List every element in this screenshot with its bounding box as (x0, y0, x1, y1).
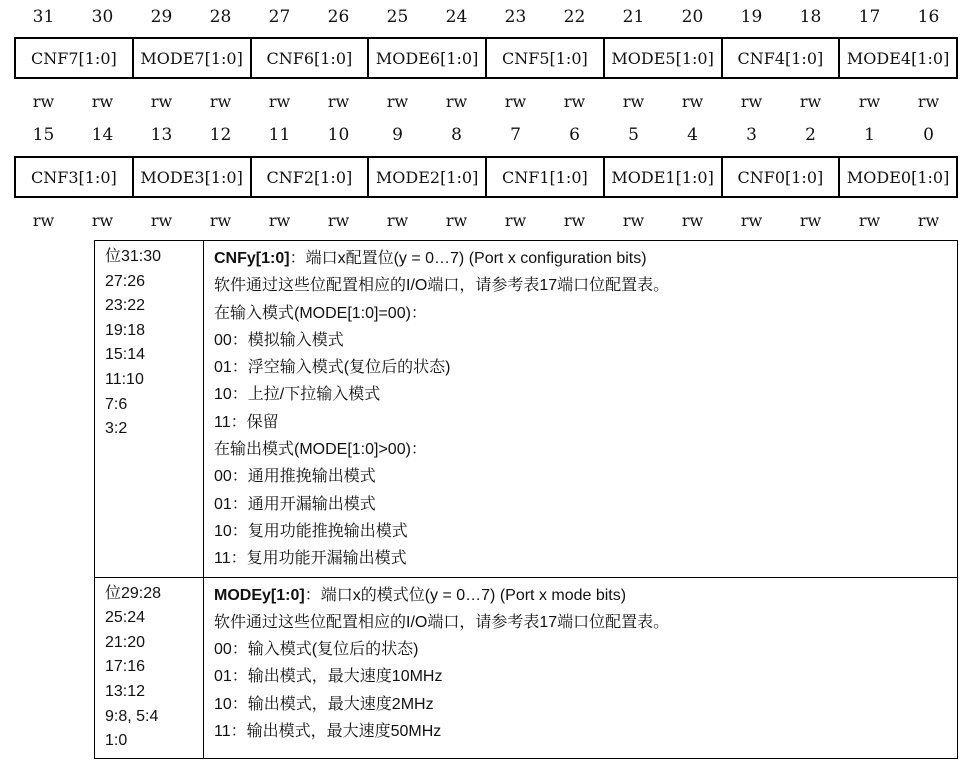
bit-range: 21:20 (105, 633, 146, 651)
register-field: CNF6[1:0] (252, 39, 370, 77)
bit-range: 9:8, 5:4 (105, 707, 159, 725)
register-field: CNF3[1:0] (16, 158, 134, 196)
register-field: CNF5[1:0] (487, 39, 605, 77)
bit-number: 24 (445, 7, 468, 27)
access-type: rw (91, 211, 114, 230)
field-title (214, 245, 949, 272)
bit-number: 16 (917, 7, 940, 27)
description-line: 11：保留 (214, 413, 279, 431)
description-line: 00：输入模式(复位后的状态) (214, 641, 419, 659)
bit-range: 位29:28 (105, 584, 162, 602)
bit-number: 22 (563, 7, 586, 27)
bit-range: 11:10 (105, 370, 144, 388)
register-field: CNF4[1:0] (723, 39, 841, 77)
access-type: rw (445, 211, 468, 230)
bit-range: 7:6 (105, 395, 128, 413)
access-type: rw (681, 92, 704, 111)
bit-number: 11 (268, 125, 291, 145)
bit-range-cell (95, 577, 204, 758)
access-type: rw (799, 92, 822, 111)
bit-range: 25:24 (105, 609, 146, 627)
access-type: rw (917, 211, 940, 230)
description-line: 10：输出模式，最大速度2MHz (214, 695, 434, 713)
register-field: CNF7[1:0] (16, 39, 134, 77)
access-types-upper (14, 91, 958, 113)
access-type: rw (504, 92, 527, 111)
bit-number: 31 (32, 7, 55, 27)
bit-number: 21 (622, 7, 645, 27)
table-row (95, 241, 958, 578)
register-field: MODE4[1:0] (840, 39, 958, 77)
bit-numbers-lower (14, 124, 958, 146)
bit-description-table (94, 240, 958, 759)
access-type: rw (386, 211, 409, 230)
access-type: rw (32, 92, 55, 111)
register-field: MODE6[1:0] (369, 39, 487, 77)
register-field: MODE3[1:0] (134, 158, 252, 196)
register-field: MODE2[1:0] (369, 158, 487, 196)
access-type: rw (327, 211, 350, 230)
bit-number: 0 (923, 125, 934, 145)
access-type: rw (150, 211, 173, 230)
bit-number: 29 (150, 7, 173, 27)
access-type: rw (622, 211, 645, 230)
access-type: rw (681, 211, 704, 230)
bit-number: 1 (864, 125, 875, 145)
bit-number: 28 (209, 7, 232, 27)
register-field: MODE7[1:0] (134, 39, 252, 77)
description-line: 在输入模式(MODE[1:0]=00)： (214, 304, 427, 322)
description-line: 01：通用开漏输出模式 (214, 495, 376, 513)
access-type: rw (91, 92, 114, 111)
bit-range: 13:12 (105, 682, 146, 700)
bit-number: 8 (451, 125, 462, 145)
bit-number: 9 (392, 125, 403, 145)
description-line: 软件通过这些位配置相应的I/O端口，请参考表17端口位配置表。 (214, 613, 670, 631)
bit-number: 4 (687, 125, 698, 145)
bit-number: 7 (510, 125, 521, 145)
access-type: rw (445, 92, 468, 111)
bit-range: 17:16 (105, 658, 146, 676)
bit-number: 19 (740, 7, 763, 27)
register-field: CNF0[1:0] (723, 158, 841, 196)
access-type: rw (563, 92, 586, 111)
bit-number: 30 (91, 7, 114, 27)
access-type: rw (563, 211, 586, 230)
field-name: MODEy[1:0] (214, 586, 305, 604)
register-field: CNF1[1:0] (487, 158, 605, 196)
bit-range: 位31:30 (105, 248, 162, 265)
access-type: rw (917, 92, 940, 111)
register-field: MODE0[1:0] (840, 158, 958, 196)
description-line: 软件通过这些位配置相应的I/O端口，请参考表17端口位配置表。 (214, 277, 670, 295)
field-title-text: ：端口x的模式位(y = 0…7) (Port x mode bits) (304, 586, 627, 604)
description-line: 01：浮空输入模式(复位后的状态) (214, 359, 451, 377)
bit-number: 13 (150, 125, 173, 145)
register-fields-upper (14, 37, 958, 79)
access-types-lower (14, 210, 958, 232)
register-field: MODE1[1:0] (605, 158, 723, 196)
bit-range: 1:0 (105, 732, 128, 750)
access-type: rw (32, 211, 55, 230)
description-line: 00：模拟输入模式 (214, 331, 344, 349)
bit-number: 25 (386, 7, 409, 27)
bit-number: 26 (327, 7, 350, 27)
access-type: rw (209, 211, 232, 230)
bit-range-cell (95, 241, 204, 578)
access-type: rw (386, 92, 409, 111)
field-name: CNFy[1:0] (214, 250, 290, 267)
access-type: rw (209, 92, 232, 111)
bit-number: 3 (746, 125, 757, 145)
access-type: rw (327, 92, 350, 111)
bit-number: 20 (681, 7, 704, 27)
access-type: rw (504, 211, 527, 230)
bit-number: 6 (569, 125, 580, 145)
bit-number: 5 (628, 125, 639, 145)
description-line: 11：输出模式，最大速度50MHz (214, 723, 442, 741)
description-line: 10：上拉/下拉输入模式 (214, 386, 381, 404)
access-type: rw (622, 92, 645, 111)
description-cell (204, 241, 958, 578)
bit-range: 27:26 (105, 272, 146, 290)
field-title-text: ：端口x配置位(y = 0…7) (Port x configuration bits) (289, 250, 647, 267)
access-type: rw (858, 92, 881, 111)
bit-number: 14 (91, 125, 114, 145)
bit-number: 10 (327, 125, 350, 145)
bit-number: 23 (504, 7, 527, 27)
register-fields-lower (14, 156, 958, 198)
bit-number: 12 (209, 125, 232, 145)
bit-number: 17 (858, 7, 881, 27)
access-type: rw (740, 211, 763, 230)
description-cell (204, 577, 958, 758)
bit-range: 15:14 (105, 346, 146, 364)
bit-range: 19:18 (105, 321, 146, 339)
register-field: CNF2[1:0] (252, 158, 370, 196)
bit-number: 2 (805, 125, 816, 145)
access-type: rw (858, 211, 881, 230)
description-line: 在输出模式(MODE[1:0]>00)： (214, 441, 427, 459)
access-type: rw (740, 92, 763, 111)
bit-number: 27 (268, 7, 291, 27)
description-line: 11：复用功能开漏输出模式 (214, 550, 407, 568)
bit-range: 3:2 (105, 420, 128, 438)
access-type: rw (268, 92, 291, 111)
description-line: 01：输出模式，最大速度10MHz (214, 668, 443, 686)
description-line: 00：通用推挽输出模式 (214, 468, 376, 486)
bit-number: 15 (32, 125, 55, 145)
bit-range: 23:22 (105, 297, 146, 315)
bit-numbers-upper (14, 6, 958, 28)
field-title (214, 582, 949, 609)
description-line: 10：复用功能推挽输出模式 (214, 522, 408, 540)
table-row (95, 577, 958, 758)
bit-number: 18 (799, 7, 822, 27)
access-type: rw (150, 92, 173, 111)
register-field: MODE5[1:0] (605, 39, 723, 77)
access-type: rw (799, 211, 822, 230)
access-type: rw (268, 211, 291, 230)
